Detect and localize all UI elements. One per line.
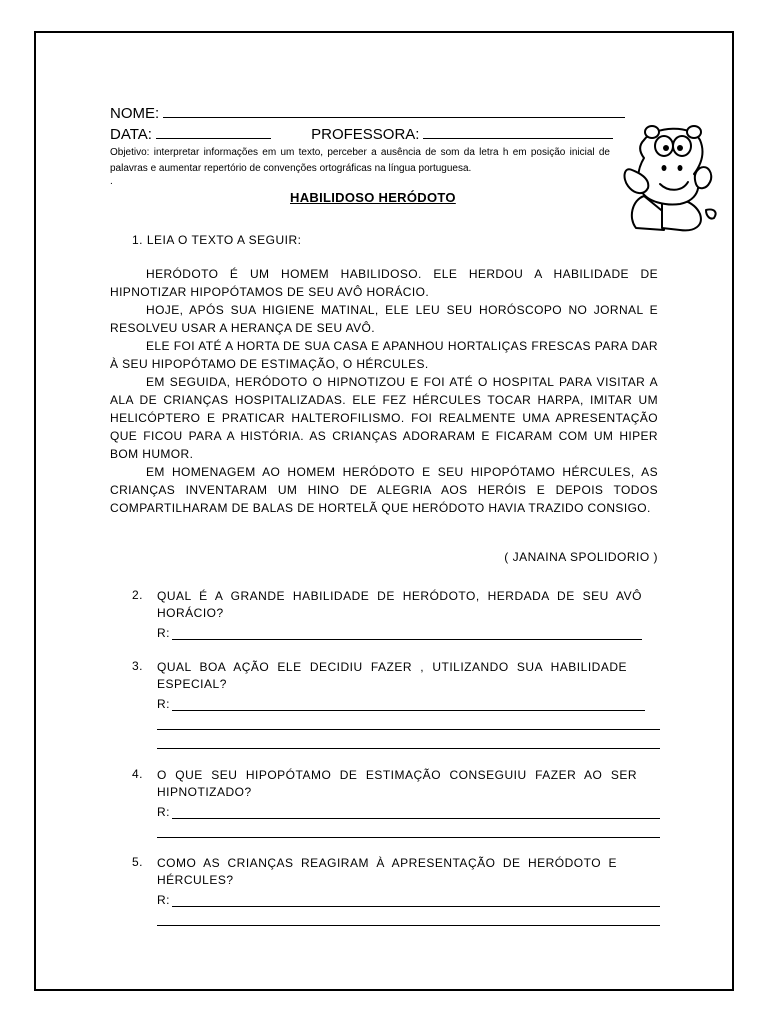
answer-line[interactable] (157, 622, 642, 640)
question-text: QUAL É A GRANDE HABILIDADE DE HERÓDOTO, HERDADA DE SEU AVÔ HORÁCIO? (157, 589, 642, 620)
story-text (110, 265, 658, 517)
data-field[interactable] (156, 124, 271, 139)
story-paragraph: HERÓDOTO É UM HOMEM HABILIDOSO. ELE HERDOU A HABILIDADE DE HIPNOTIZAR HIPOPÓTAMOS DE SEU AVÔ HORÁCIO. (110, 267, 658, 299)
author-credit: ( JANAINA SPOLIDORIO ) (504, 550, 658, 564)
answer-line-extra[interactable] (157, 711, 660, 730)
story-paragraph: ELE FOI ATÉ A HORTA DE SUA CASA E APANHOU HORTALIÇAS FRESCAS PARA DAR À SEU HIPOPÓTAMO DE ESTIMAÇÃO, O HÉRCULES. (110, 339, 658, 371)
dot-mark: . (110, 176, 113, 187)
question-text: QUAL BOA AÇÃO ELE DECIDIU FAZER , UTILIZANDO SUA HABILIDADE ESPECIAL? (157, 660, 627, 691)
answer-line-extra[interactable] (157, 819, 660, 838)
question-text: O QUE SEU HIPOPÓTAMO DE ESTIMAÇÃO CONSEGUIU FAZER AO SER HIPNOTIZADO? (157, 768, 637, 799)
story-paragraph: HOJE, APÓS SUA HIGIENE MATINAL, ELE LEU SEU HORÓSCOPO NO JORNAL E RESOLVEU USAR A HERANÇA DE SEU AVÔ. (110, 303, 658, 335)
nome-row (110, 103, 615, 124)
objetivo-text: Objetivo: interpretar informações em um texto, perceber a ausência de som da letra h em posição inicial de palavras e aumentar repertório de convenções ortográficas na língua portuguesa. (110, 147, 610, 174)
answer-line-extra[interactable] (157, 907, 660, 926)
answer-line-extra[interactable] (157, 730, 660, 749)
question-number: 3. (132, 659, 144, 673)
question-5 (132, 855, 660, 926)
question-4 (132, 767, 660, 838)
instruction: 1. LEIA O TEXTO A SEGUIR: (132, 233, 302, 247)
question-number: 5. (132, 855, 144, 869)
question-number: 4. (132, 767, 144, 781)
story-paragraph: EM SEGUIDA, HERÓDOTO O HIPNOTIZOU E FOI ATÉ O HOSPITAL PARA VISITAR A ALA DE CRIANÇAS HOSPITALIZADAS. ELE FEZ HÉRCULES TOCAR HARPA, IMITAR UM HELICÓPTERO E PRATICAR HALTEROFILISMO. FOI REALMENTE UMA APRESENTAÇÃO QUE FICOU PARA A HISTÓRIA. AS CRIANÇAS ADORARAM E FICARAM COM UM HIPER BOM HUMOR. (110, 375, 658, 461)
answer-label: R: (157, 805, 170, 819)
answer-label: R: (157, 626, 170, 640)
answer-line[interactable] (157, 889, 660, 907)
question-3 (132, 659, 660, 749)
hippo-mascot-icon (614, 118, 726, 234)
answer-label: R: (157, 697, 170, 711)
answer-line[interactable] (157, 693, 645, 711)
page-title: HABILIDOSO HERÓDOTO (290, 190, 456, 205)
data-label: DATA: (110, 126, 152, 143)
header-fields (110, 103, 615, 145)
story-paragraph: EM HOMENAGEM AO HOMEM HERÓDOTO E SEU HIPOPÓTAMO HÉRCULES, AS CRIANÇAS INVENTARAM UM HINO DE ALEGRIA AOS HERÓIS E DEPOIS TODOS COMPARTILHARAM DE BALAS DE HORTELÃ QUE HERÓDOTO HAVIA TRAZIDO CONSIGO. (110, 465, 658, 515)
nome-label: NOME: (110, 105, 160, 122)
nome-field[interactable] (163, 103, 625, 118)
question-number: 2. (132, 588, 144, 602)
question-text: COMO AS CRIANÇAS REAGIRAM À APRESENTAÇÃO DE HERÓDOTO E HÉRCULES? (157, 856, 617, 887)
question-2 (132, 588, 642, 640)
answer-label: R: (157, 893, 170, 907)
professora-label: PROFESSORA: (311, 126, 420, 143)
answer-line[interactable] (157, 801, 660, 819)
professora-field[interactable] (423, 124, 613, 139)
data-professora-row (110, 124, 615, 145)
